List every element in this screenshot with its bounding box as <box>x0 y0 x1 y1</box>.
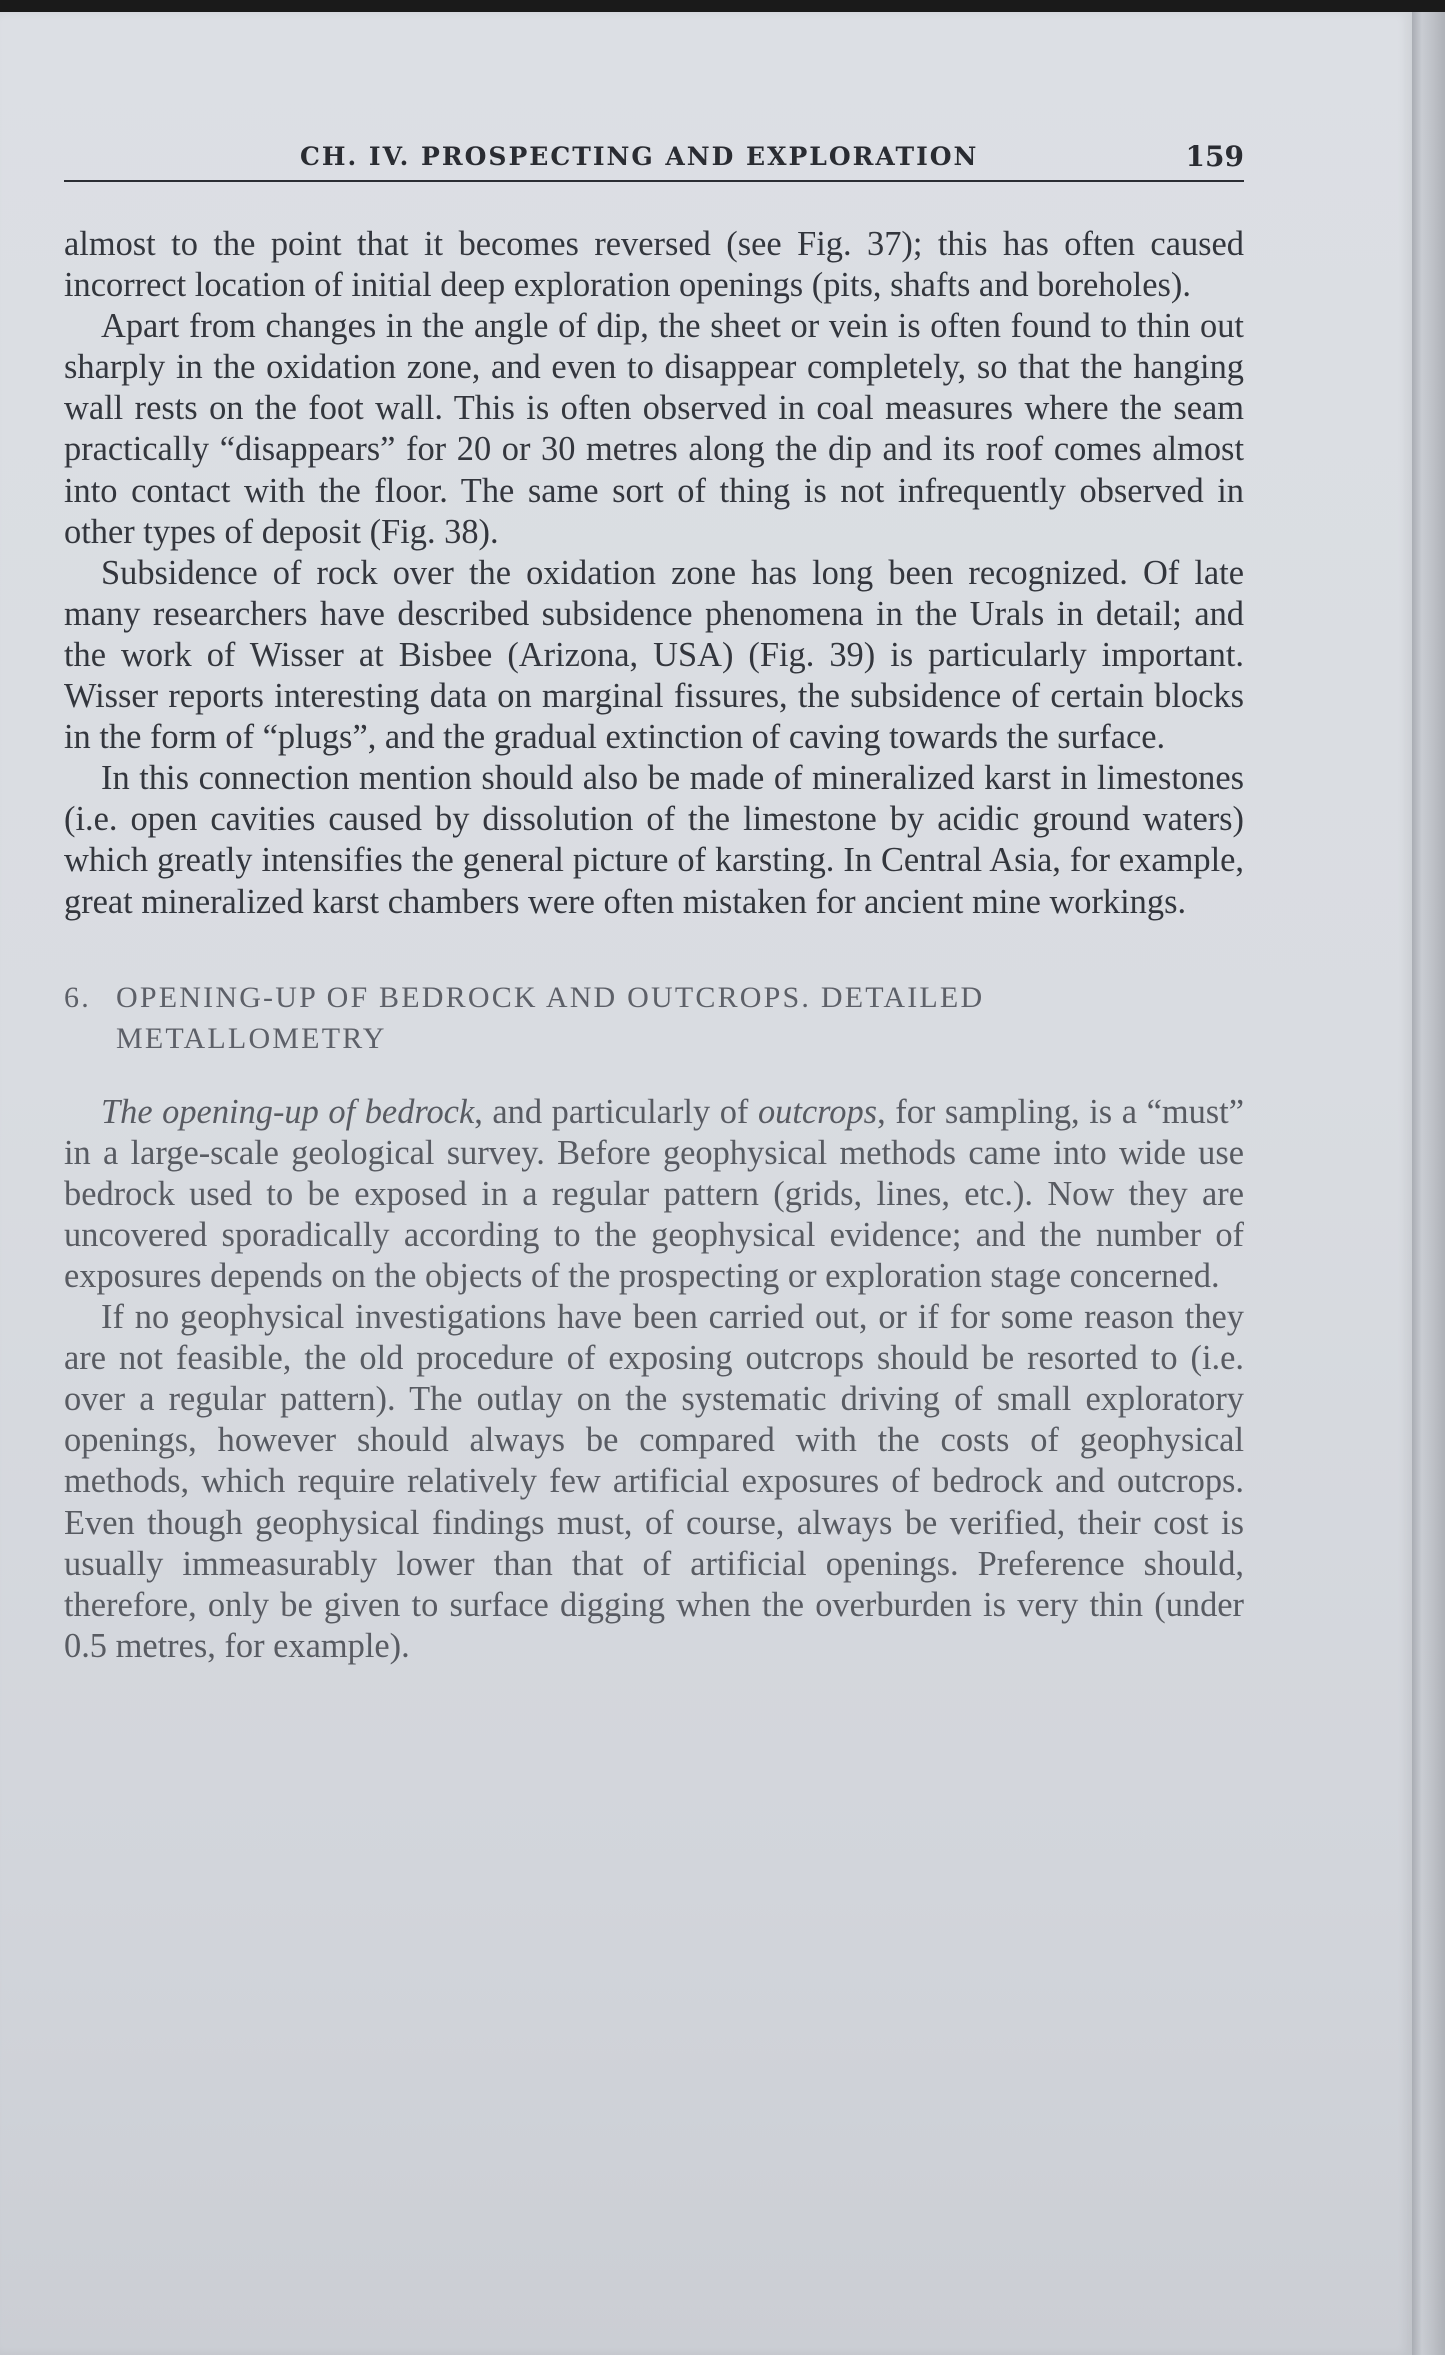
term-outcrops: outcrops <box>757 1092 878 1131</box>
paragraph-geophysical-comparison: If no geophysical investigations have been carried out, or if for some reason they are not feasible, the old procedure of exposing outcrops should be resorted to (i.e. over a regular pattern). The outlay on the systematic driving of small exploratory openings, however should always be compared with the costs of geophysical methods, which require relatively few artificial exposures of bedrock and outcrops. Even though geophysical findings must, of course, always be verified, their cost is usually immeasurably lower than that of artificial openings. Preference should, therefore, only be given to surface digging when the overburden is very thin (under 0.5 metres, for example). <box>64 1298 1244 1665</box>
paragraph-karst: In this connection mention should also be made of mineralized karst in limestones (i.e. open cavities caused by dissolution of the limestone by acidic ground waters) which greatly intensifies the general picture of karsting. In Central Asia, for example, great mineralized karst chambers were often mistaken for ancient mine workings. <box>64 759 1244 921</box>
body-text <box>64 224 1244 1667</box>
running-header <box>64 140 1244 182</box>
paragraph-opening-up <box>64 1092 1244 1297</box>
chapter-running-title: CH. IV. PROSPECTING AND EXPLORATION <box>300 142 979 171</box>
paragraph-text-segment: , and particularly of <box>474 1092 758 1131</box>
section-title: OPENING-UP OF BEDROCK AND OUTCROPS. DETAILED METALLOMETRY <box>116 980 985 1055</box>
paragraph-subsidence: Subsidence of rock over the oxidation zone has long been recognized. Of late many researchers have described subsidence phenomena in the Urals in detail; and the work of Wisser at Bisbee (Arizona, USA) (Fig. 39) is particularly important. Wisser reports interesting data on marginal fissures, the subsidence of certain blocks in the form of “plugs”, and the gradual extinction of caving towards the surface. <box>64 553 1244 757</box>
paragraph-continuation: almost to the point that it becomes reversed (see Fig. 37); this has often caused incorrect location of initial deep exploration openings (pits, shafts and boreholes). <box>64 225 1244 305</box>
book-page-edge <box>1412 12 1445 2355</box>
term-opening-up-of-bedrock: The opening-up of bedrock <box>101 1092 475 1131</box>
page-number: 159 <box>1185 140 1244 173</box>
paragraph-vein-thinning: Apart from changes in the angle of dip, the sheet or vein is often found to thin out sharply in the oxidation zone, and even to disappear completely, so that the hanging wall rests on the foot wall. This is often observed in coal measures where the seam practically “disappears” for 20 or 30 metres along the dip and its roof comes almost into contact with the floor. The same sort of thing is not infrequently observed in other types of deposit (Fig. 38). <box>64 307 1244 551</box>
paragraph-text-segment: , for sampling, is a “must” in a large-scale geological survey. Before geophysical methods came into wide use bedrock used to be exposed in a regular pattern (grids, lines, etc.). Now they are uncovered sporadically according to the geophysical evidence; and the number of exposures depends on the objects of the prospecting or exploration stage concerned. <box>64 1092 1244 1295</box>
photographed-book-page <box>0 12 1445 2355</box>
section-heading <box>64 977 1244 1059</box>
page-paper <box>0 12 1412 2355</box>
section-number: 6. <box>64 980 91 1014</box>
